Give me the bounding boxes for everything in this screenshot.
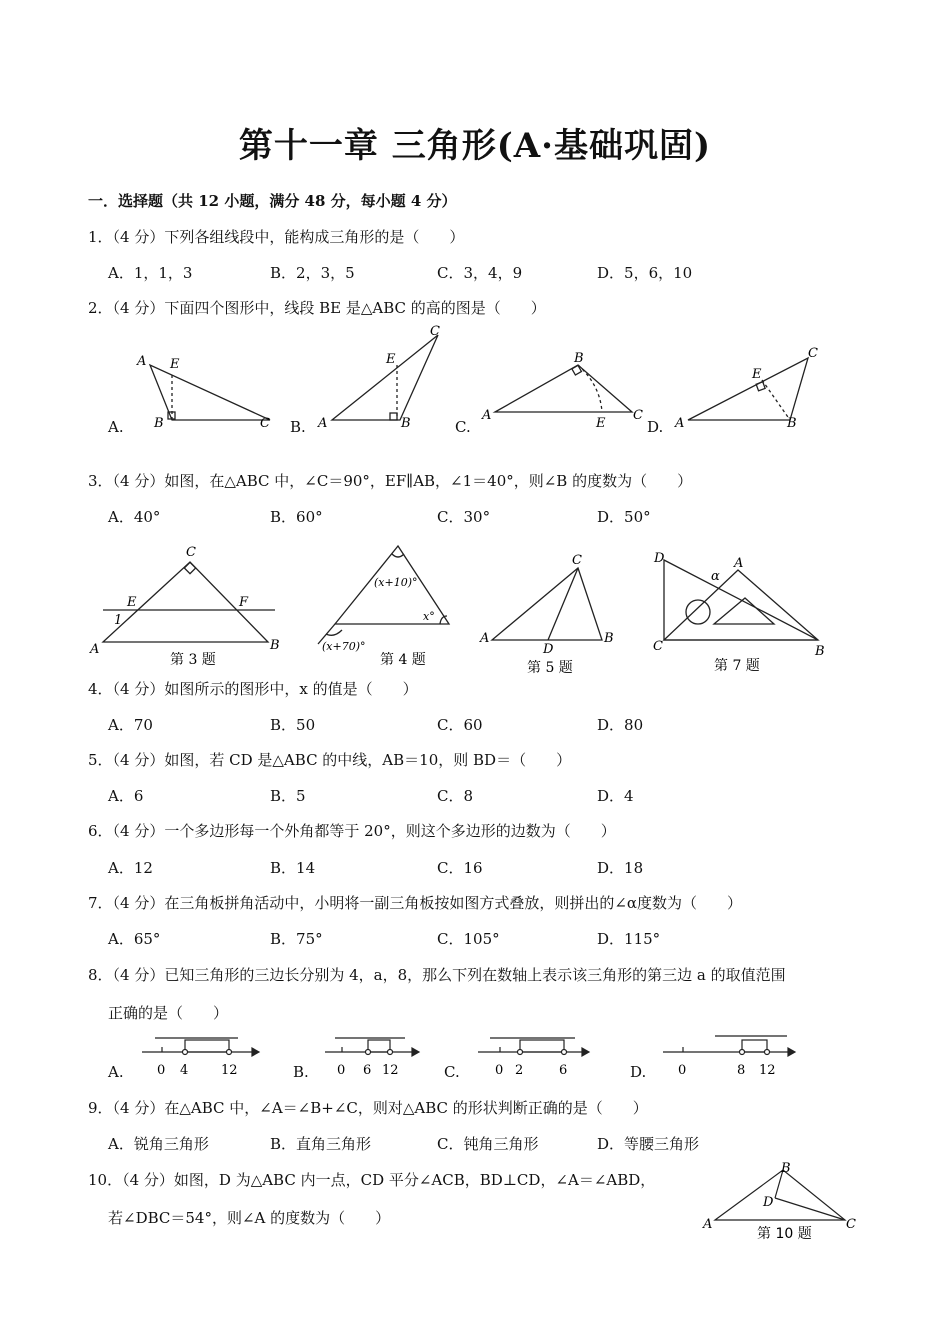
fig3-right-angle [184,562,195,573]
q3-option-a[interactable]: A．40° [108,508,161,526]
q1-option-b[interactable]: B．2，3，5 [270,264,355,282]
q3-option-d[interactable]: D．50° [597,508,651,526]
nl-b-label-1: 6 [363,1063,372,1078]
q2b-triangle [332,335,438,420]
fig4-label-ext: (x+70)° [322,640,366,653]
q2c-label-a: A [482,408,492,423]
q2b-label-c: C [430,324,440,339]
q2b-label-e: E [386,352,396,367]
fig10-dc [775,1198,845,1220]
nl-b-arrow [412,1048,419,1056]
q8-option-c[interactable]: C. [444,1063,460,1081]
q7-option-c[interactable]: C．105° [437,930,500,948]
q2d-altitude [762,380,790,420]
fig5-label-c: C [572,553,582,568]
fig4-arc-top [392,554,404,557]
question-4: 4．（4 分）如图所示的图形中，x 的值是（ ） [88,680,418,698]
fig4-caption: 第 4 题 [380,652,426,668]
q2b-label-a: A [318,416,328,431]
nl-a-label-0: 0 [157,1063,166,1078]
q7-option-d[interactable]: D．115° [597,930,661,948]
question-8: 8．（4 分）已知三角形的三边长分别为 4，a，8，那么下列在数轴上表示该三角形的第三边 a 的取值范围 [88,966,786,984]
fig10 [695,1158,865,1248]
fig7-label-a: A [734,556,744,571]
fig10-label-c: C [846,1217,856,1232]
nl-d-label-2: 12 [759,1063,776,1078]
q4-option-d[interactable]: D．80 [597,716,644,734]
q4-option-b[interactable]: B．50 [270,716,316,734]
fig3-label-b: B [270,638,280,653]
q8-option-d[interactable]: D. [630,1063,647,1081]
q2d-label-e: E [752,367,762,382]
q5-option-b[interactable]: B．5 [270,787,306,805]
q1-option-d[interactable]: D．5，6，10 [597,264,693,282]
q6-option-c[interactable]: C．16 [437,859,483,877]
q9-option-a[interactable]: A．锐角三角形 [108,1135,209,1153]
q2b-label-b: B [401,416,411,431]
nl-c-arrow [582,1048,589,1056]
nl-c-open-6 [562,1050,567,1055]
nl-c-label-1: 2 [515,1063,524,1078]
fig7-set-square-2 [664,570,818,640]
q4-option-c[interactable]: C．60 [437,716,483,734]
q6-option-b[interactable]: B．14 [270,859,316,877]
fig4-label-top: (x+10)° [374,576,418,589]
fig3-label-f: F [239,595,249,610]
q9-option-b[interactable]: B．直角三角形 [270,1135,372,1153]
q9-option-c[interactable]: C．钝角三角形 [437,1135,539,1153]
fig5-label-d: D [543,642,554,657]
nl-b-label-2: 12 [382,1063,399,1078]
q4-option-a[interactable]: A．70 [108,716,153,734]
nl-a-label-1: 4 [180,1063,189,1078]
q2d-triangle [688,358,808,420]
nl-d-open-12 [765,1050,770,1055]
fig7-label-alpha: α [711,569,720,584]
q1-option-c[interactable]: C．3，4，9 [437,264,523,282]
fig3-label-c: C [186,545,196,560]
nl-b-open-12 [388,1050,393,1055]
q2c-label-c: C [633,408,643,423]
fig7-label-b: B [815,644,825,659]
question-10: 10．（4 分）如图，D 为△ABC 内一点，CD 平分∠ACB，BD⊥CD，∠A＝∠ABD， [88,1171,656,1189]
question-7: 7．（4 分）在三角板拼角活动中，小明将一副三角板按如图方式叠放，则拼出的∠α度数为（ ） [88,894,743,912]
q2d-label-a: A [675,416,685,431]
q6-option-d[interactable]: D．18 [597,859,644,877]
q2d-label-b: B [787,416,797,431]
page-title: 第十一章 三角形(A·基础巩固) [238,126,712,166]
q7-option-a[interactable]: A．65° [108,930,161,948]
q2c-triangle [495,365,632,412]
q2a-label-e: E [170,357,180,372]
fig10-label-a: A [703,1217,713,1232]
q9-option-d[interactable]: D．等腰三角形 [597,1135,700,1153]
q2a-label-a: A [137,354,147,369]
fig3-label-a: A [90,642,100,657]
fig3-label-1: 1 [114,613,123,628]
q2-option-b[interactable]: B. [290,418,306,436]
q7-option-b[interactable]: B．75° [270,930,323,948]
q2a-label-c: C [260,416,270,431]
nl-c-open-2 [518,1050,523,1055]
question-9: 9．（4 分）在△ABC 中，∠A＝∠B+∠C，则对△ABC 的形状判断正确的是（ ） [88,1099,648,1117]
fig7-label-d: D [654,551,665,566]
fig10-caption: 第 10 题 [757,1226,812,1242]
nl-b-label-0: 0 [337,1063,346,1078]
fig5-label-a: A [480,631,490,646]
q2b-right-angle [390,413,397,420]
q2-option-c[interactable]: C. [455,418,471,436]
q2a-label-b: B [154,416,164,431]
q2c-label-e: E [596,416,606,431]
q5-option-d[interactable]: D．4 [597,787,634,805]
nl-d-range [742,1040,767,1052]
section-heading: 一．选择题（共 12 小题，满分 48 分，每小题 4 分） [88,192,457,210]
q2d-right-angle [756,382,765,391]
q2c-label-b: B [574,351,584,366]
question-10-cont: 若∠DBC＝54°，则∠A 的度数为（ ） [108,1209,391,1227]
q3-option-b[interactable]: B．60° [270,508,323,526]
fig7-caption: 第 7 题 [714,658,760,674]
fig5-caption: 第 5 题 [527,660,573,676]
q8-number-lines [0,1030,950,1080]
fig10-label-b: B [781,1161,791,1176]
nl-d-arrow [788,1048,795,1056]
fig5-median [548,568,578,640]
q5-option-a[interactable]: A．6 [108,787,144,805]
question-2: 2．（4 分）下面四个图形中，线段 BE 是△ABC 的高的图是（ ） [88,299,546,317]
fig5-label-b: B [604,631,614,646]
fig4-label-right: x° [423,610,435,623]
nl-a-label-2: 12 [221,1063,238,1078]
q6-option-a[interactable]: A．12 [108,859,153,877]
question-8-cont: 正确的是（ ） [108,1004,229,1022]
fig10-triangle [715,1170,845,1220]
fig3-caption: 第 3 题 [170,652,216,668]
nl-d-open-8 [740,1050,745,1055]
q1-option-a[interactable]: A．1，1，3 [108,264,193,282]
fig7-label-c: C [653,639,663,654]
nl-c-label-2: 6 [559,1063,568,1078]
question-3: 3．（4 分）如图，在△ABC 中，∠C＝90°，EF∥AB，∠1＝40°，则∠B 的度数为（ ） [88,472,693,490]
q2-figures [0,320,950,440]
figures-q3-q7 [0,540,950,680]
fig7-circle [686,600,710,624]
nl-b-open-6 [366,1050,371,1055]
nl-a-open-4 [183,1050,188,1055]
q2d-label-c: C [808,346,818,361]
q3-option-c[interactable]: C．30° [437,508,491,526]
nl-b-range [368,1040,390,1052]
nl-a-arrow [252,1048,259,1056]
fig3-label-e: E [127,595,137,610]
q8-option-b[interactable]: B. [293,1063,309,1081]
question-6: 6．（4 分）一个多边形每一个外角都等于 20°，则这个多边形的边数为（ ） [88,822,616,840]
fig5-triangle [492,568,602,640]
fig10-label-d: D [763,1195,774,1210]
q2-option-a[interactable]: A. [108,418,124,436]
nl-d-label-1: 8 [737,1063,746,1078]
nl-d-label-0: 0 [678,1063,687,1078]
q5-option-c[interactable]: C．8 [437,787,474,805]
nl-c-range [520,1040,564,1052]
q8-option-a[interactable]: A. [108,1063,124,1081]
nl-a-open-12 [227,1050,232,1055]
q2-option-d[interactable]: D. [647,418,664,436]
question-5: 5．（4 分）如图，若 CD 是△ABC 的中线，AB＝10，则 BD＝（ ） [88,751,572,769]
nl-a-range [185,1040,229,1052]
nl-c-label-0: 0 [495,1063,504,1078]
question-1: 1．（4 分）下列各组线段中，能构成三角形的是（ ） [88,228,465,246]
